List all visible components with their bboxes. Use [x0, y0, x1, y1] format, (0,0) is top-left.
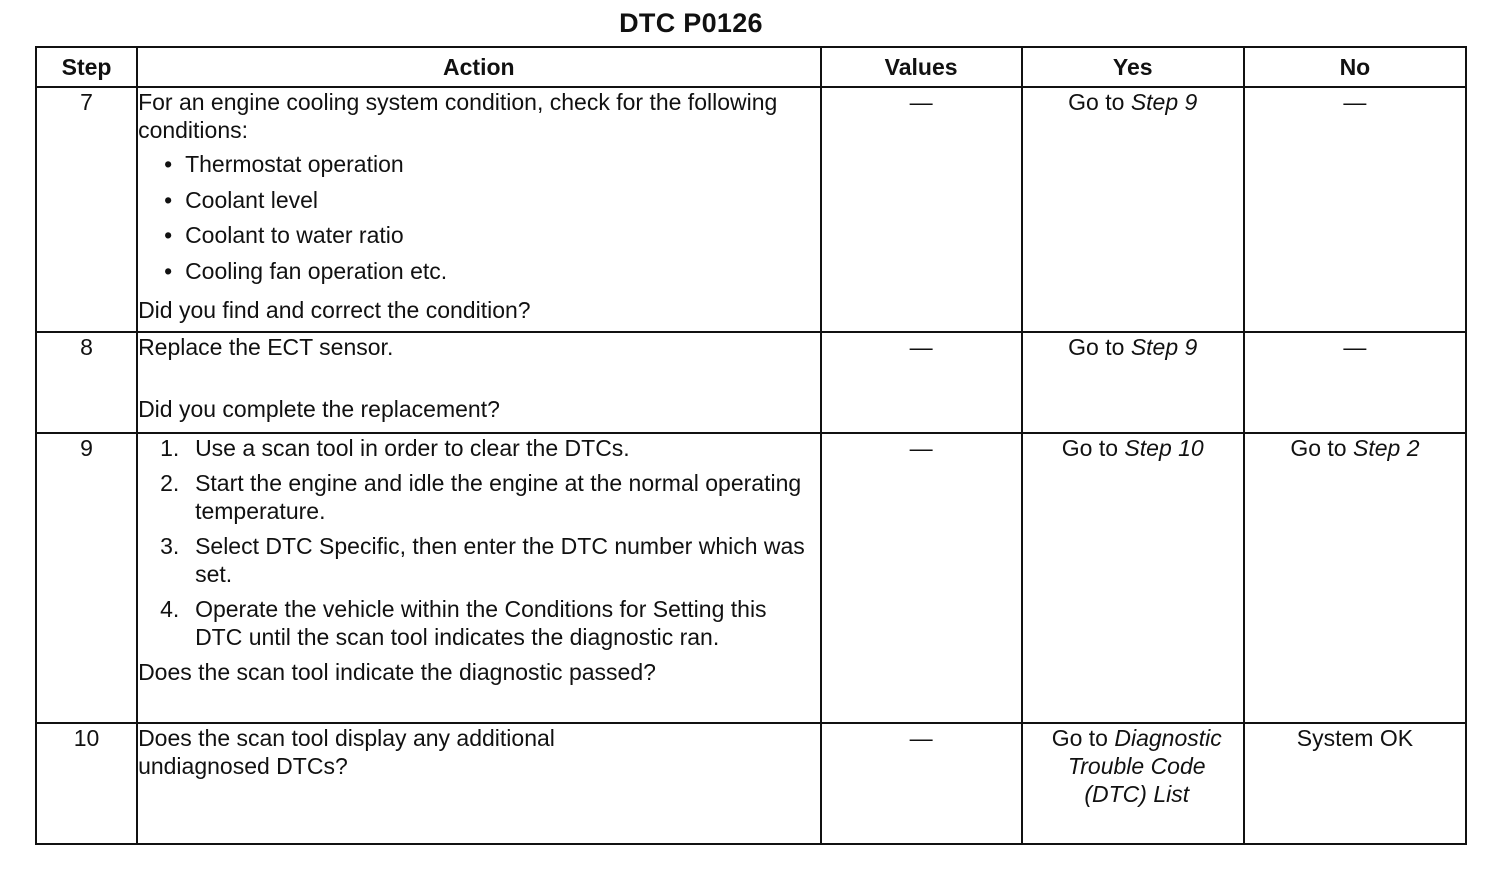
- bullet-list: [138, 150, 819, 292]
- yes-cell: [1022, 723, 1244, 844]
- numbered-list: [138, 434, 819, 651]
- header-step: Step: [36, 47, 137, 87]
- action-question: Does the scan tool indicate the diagnostic passed?: [138, 659, 656, 685]
- header-yes: Yes: [1022, 47, 1244, 87]
- list-item: • Coolant to water ratio: [164, 221, 819, 249]
- table-row: [36, 332, 1466, 433]
- step-number: 9: [36, 433, 137, 723]
- step-link[interactable]: Step 10: [1124, 435, 1204, 461]
- step-number: 8: [36, 332, 137, 433]
- step-number: 7: [36, 87, 137, 332]
- step-number: 10: [36, 723, 137, 844]
- action-question: Does the scan tool display any additional undiagnosed DTCs?: [138, 725, 555, 779]
- table-row: [36, 87, 1466, 332]
- no-cell: —: [1244, 332, 1466, 433]
- item-number: 1.: [160, 435, 180, 461]
- step-link[interactable]: Step 2: [1352, 435, 1420, 461]
- values-cell: —: [821, 87, 1022, 332]
- item-text: Start the engine and idle the engine at the normal operating temperature.: [195, 470, 802, 524]
- action-cell: [137, 87, 820, 332]
- list-item: [160, 532, 819, 588]
- action-question: Did you find and correct the condition?: [138, 297, 531, 323]
- item-number: 4.: [160, 596, 180, 622]
- step-link[interactable]: Step 9: [1130, 334, 1198, 360]
- table-header-row: [36, 47, 1466, 87]
- page-title: DTC P0126: [619, 8, 763, 38]
- table-row: [36, 433, 1466, 723]
- no-prefix: Go to: [1290, 435, 1353, 461]
- header-values: Values: [821, 47, 1022, 87]
- no-cell: —: [1244, 87, 1466, 332]
- dtc-table: [35, 46, 1467, 845]
- yes-prefix: Go to: [1051, 725, 1115, 751]
- yes-prefix: Go to: [1061, 435, 1125, 461]
- action-intro: Replace the ECT sensor.: [138, 334, 394, 360]
- yes-cell: [1022, 433, 1244, 723]
- yes-cell: [1022, 332, 1244, 433]
- item-text: Operate the vehicle within the Conditions for Setting this DTC until the scan tool indicates the diagnostic ran.: [195, 596, 767, 650]
- yes-prefix: Go to: [1068, 89, 1131, 115]
- values-cell: —: [821, 332, 1022, 433]
- list-item: • Cooling fan operation etc.: [164, 257, 819, 285]
- item-text: Use a scan tool in order to clear the DTCs.: [195, 435, 630, 461]
- table-row: [36, 723, 1466, 844]
- values-cell: —: [821, 723, 1022, 844]
- step-link[interactable]: Step 9: [1130, 89, 1198, 115]
- action-intro: For an engine cooling system condition, check for the following conditions:: [138, 89, 778, 143]
- item-number: 3.: [160, 533, 180, 559]
- list-item: [160, 434, 819, 462]
- no-cell: [1244, 433, 1466, 723]
- yes-cell: [1022, 87, 1244, 332]
- header-action: Action: [137, 47, 820, 87]
- list-item: • Coolant level: [164, 186, 819, 214]
- dtc-list-link[interactable]: Diagnostic Trouble Code (DTC) List: [1067, 725, 1222, 807]
- action-cell: [137, 723, 820, 844]
- item-number: 2.: [160, 470, 180, 496]
- no-cell: System OK: [1244, 723, 1466, 844]
- yes-prefix: Go to: [1068, 334, 1131, 360]
- item-text: Select DTC Specific, then enter the DTC number which was set.: [195, 533, 805, 587]
- action-cell: [137, 433, 820, 723]
- header-no: No: [1244, 47, 1466, 87]
- list-item: [160, 469, 819, 525]
- values-cell: —: [821, 433, 1022, 723]
- action-cell: [137, 332, 820, 433]
- list-item: • Thermostat operation: [164, 150, 819, 178]
- list-item: [160, 595, 819, 651]
- action-question: Did you complete the replacement?: [138, 396, 500, 422]
